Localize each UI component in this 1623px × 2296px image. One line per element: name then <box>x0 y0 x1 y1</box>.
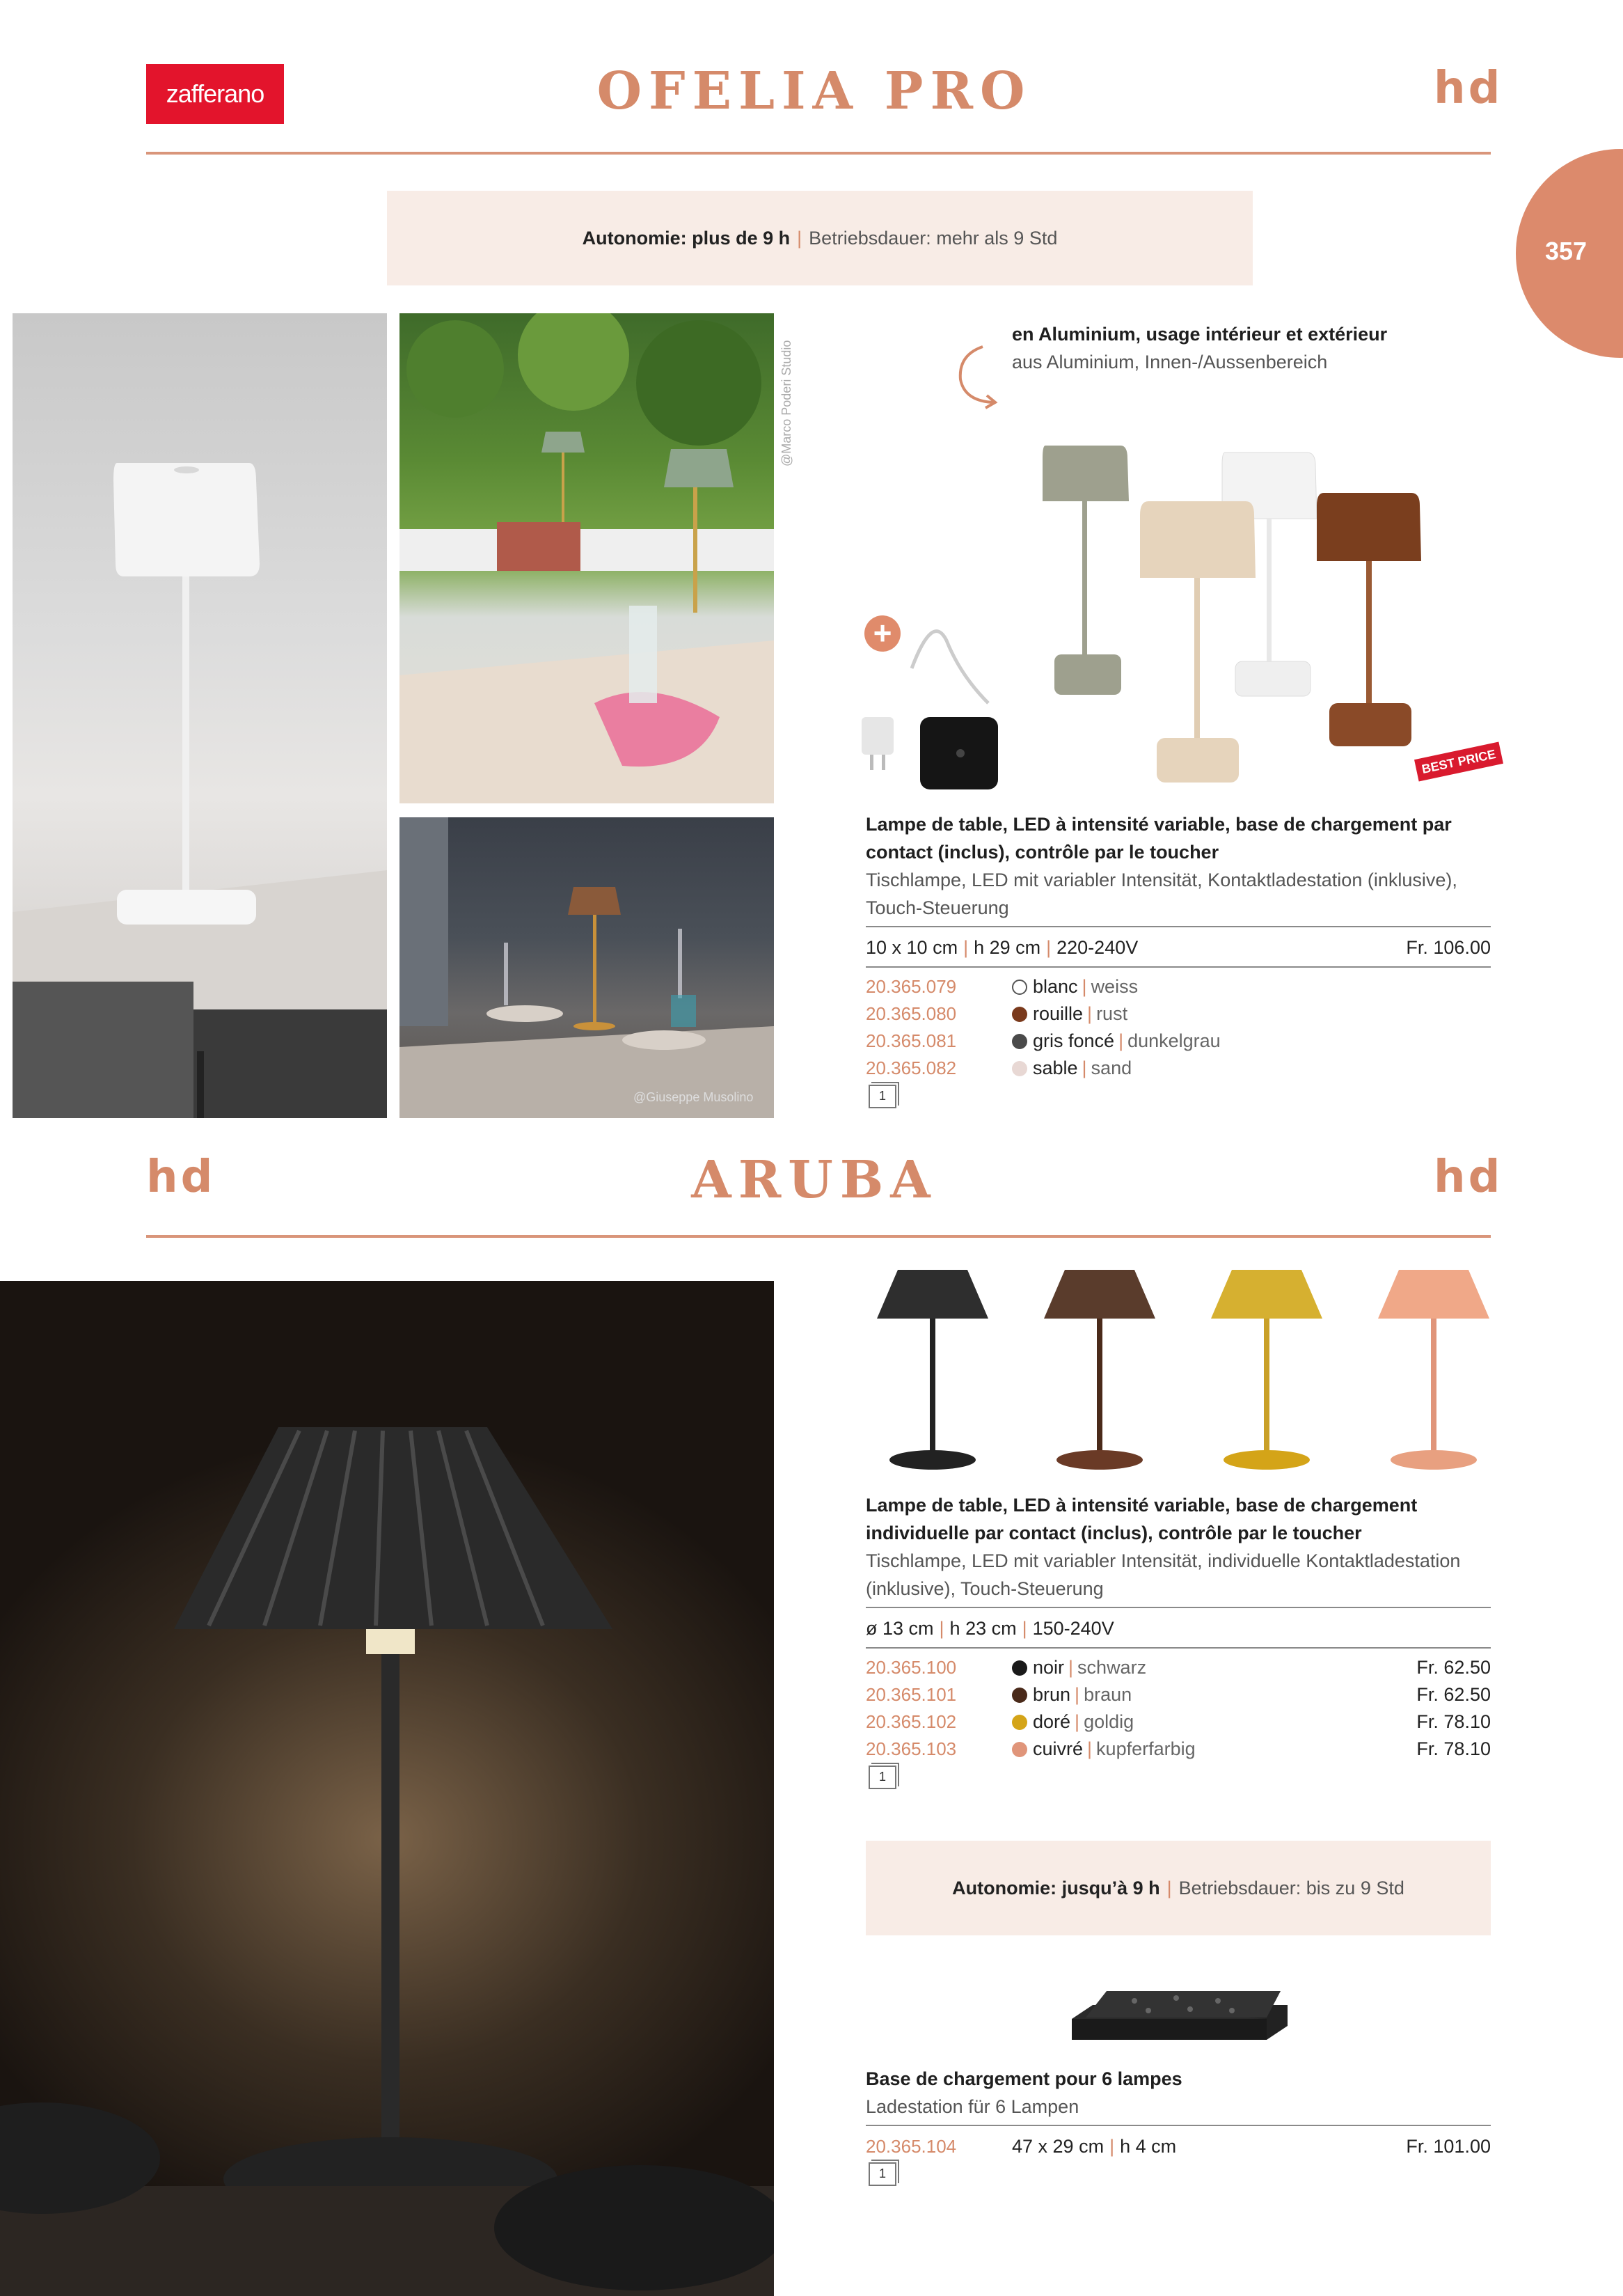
autonomy-de: Betriebsdauer: bis zu 9 Std <box>1178 1877 1404 1898</box>
variant-code: 20.365.101 <box>866 1684 957 1705</box>
ofelia-desc-de-2: Touch-Steuerung <box>866 897 1009 918</box>
aruba-voltage: 150-240V <box>1032 1618 1114 1639</box>
variant-color: rouille | rust <box>1012 1003 1127 1025</box>
charging-base-product <box>1058 1977 1295 2054</box>
base-desc-de: Ladestation für 6 Lampen <box>866 2096 1079 2117</box>
ofelia-dim: 10 x 10 cm <box>866 937 958 958</box>
list-item <box>866 1030 1491 1057</box>
autonomy-fr: Autonomie: plus de 9 h <box>582 227 791 249</box>
color-swatch-sand <box>1012 1061 1027 1076</box>
base-height: h 4 cm <box>1120 2136 1177 2157</box>
aruba-title: ARUBA <box>691 1150 937 1210</box>
aruba-spec-rule-top <box>866 1607 1491 1608</box>
color-de: braun <box>1084 1684 1132 1705</box>
ofelia-autonomy-banner <box>387 191 1253 285</box>
ofelia-product-group <box>856 432 1503 794</box>
variant-color: doré | goldig <box>1012 1711 1134 1733</box>
ofelia-spec-rule-bottom <box>866 966 1491 968</box>
variant-code: 20.365.100 <box>866 1657 957 1678</box>
color-de: goldig <box>1084 1711 1134 1732</box>
aruba-desc-de-2: (inklusive), Touch-Steuerung <box>866 1578 1104 1599</box>
variant-code: 20.365.102 <box>866 1711 957 1732</box>
aruba-variant-list <box>866 1657 1491 1766</box>
base-desc-fr: Base de chargement pour 6 lampes <box>866 2068 1182 2089</box>
variant-code: 20.365.080 <box>866 1003 957 1024</box>
variant-color: sable | sand <box>1012 1057 1132 1079</box>
ofelia-material-de: aus Aluminium, Innen-/Aussenbereich <box>1012 352 1328 372</box>
ofelia-material-fr: en Aluminium, usage intérieur et extérieur <box>1012 324 1388 345</box>
ofelia-variant-list <box>866 976 1491 1085</box>
base-price: Fr. 101.00 <box>1406 2136 1491 2157</box>
ofelia-title: OFELIA PRO <box>596 61 1032 121</box>
zafferano-logo: zafferano <box>146 64 284 124</box>
aruba-spec-rule-bottom <box>866 1647 1491 1649</box>
dusk-scene-illustration <box>399 817 774 1118</box>
separator: | <box>797 227 802 249</box>
color-de: sand <box>1091 1057 1132 1078</box>
color-fr: blanc <box>1033 976 1078 997</box>
color-swatch-black <box>1012 1660 1027 1676</box>
ofelia-photo-garden <box>399 313 774 803</box>
variant-price: Fr. 62.50 <box>1416 1657 1491 1678</box>
base-spec: 47 x 29 cm | h 4 cm <box>1012 2136 1177 2157</box>
pack-unit-icon: 1 <box>869 1085 896 1108</box>
color-de: weiss <box>1091 976 1139 997</box>
color-swatch-darkgrey <box>1012 1034 1027 1049</box>
list-item <box>866 1711 1491 1738</box>
ofelia-photo-dusk <box>399 817 774 1118</box>
aruba-desc-fr-1: Lampe de table, LED à intensité variable, base de chargement <box>866 1495 1418 1516</box>
variant-price: Fr. 62.50 <box>1416 1684 1491 1705</box>
ofelia-photo-white-lamp <box>13 313 387 1118</box>
ofelia-desc-de-1: Tischlampe, LED mit variabler Intensität, Kontaktladestation (inklusive), <box>866 870 1457 890</box>
photo-credit-marco: @Marco Poderi Studio <box>779 340 793 466</box>
variant-code: 20.365.079 <box>866 976 957 997</box>
color-fr: doré <box>1033 1711 1071 1732</box>
plus-icon: + <box>864 615 901 652</box>
list-item <box>866 1657 1491 1684</box>
aruba-height: h 23 cm <box>949 1618 1017 1639</box>
autonomy-de: Betriebsdauer: mehr als 9 Std <box>809 227 1058 249</box>
aruba-dim: ø 13 cm <box>866 1618 934 1639</box>
ofelia-spec: 10 x 10 cm | h 29 cm | 220-240V <box>866 937 1139 958</box>
hd-logo: hd <box>1434 63 1503 114</box>
variant-color: brun | braun <box>1012 1684 1132 1706</box>
variant-color: noir | schwarz <box>1012 1657 1146 1678</box>
autonomy-fr: Autonomie: jusqu’à 9 h <box>952 1877 1160 1898</box>
base-code: 20.365.104 <box>866 2136 957 2157</box>
color-de: kupferfarbig <box>1096 1738 1196 1759</box>
color-swatch-white <box>1012 980 1027 995</box>
color-fr: cuivré <box>1033 1738 1084 1759</box>
aruba-desc-de-1: Tischlampe, LED mit variabler Intensität, individuelle Kontaktladestation <box>866 1550 1461 1571</box>
header-rule <box>146 152 1491 155</box>
curved-arrow-icon <box>955 341 1004 411</box>
aruba-photo-lamp <box>0 1281 774 2296</box>
color-fr: noir <box>1033 1657 1065 1678</box>
variant-code: 20.365.081 <box>866 1030 957 1051</box>
aruba-desc-fr-2: individuelle par contact (inclus), contrôle par le toucher <box>866 1523 1362 1543</box>
list-item <box>866 1057 1491 1085</box>
base-dim: 47 x 29 cm <box>1012 2136 1105 2157</box>
pack-unit-icon: 1 <box>869 2162 896 2186</box>
ofelia-voltage: 220-240V <box>1056 937 1139 958</box>
ofelia-desc-fr-1: Lampe de table, LED à intensité variable, base de chargement par <box>866 814 1452 835</box>
aruba-spec: ø 13 cm | h 23 cm | 150-240V <box>866 1618 1114 1639</box>
color-fr: rouille <box>1033 1003 1084 1024</box>
white-lamp-illustration <box>13 313 387 1118</box>
color-swatch-copper <box>1012 1742 1027 1757</box>
list-item <box>866 1003 1491 1030</box>
aruba-header-rule <box>146 1235 1491 1238</box>
list-item <box>866 976 1491 1003</box>
variant-code: 20.365.103 <box>866 1738 957 1759</box>
base-spec-rule <box>866 2125 1491 2126</box>
pack-unit-icon: 1 <box>869 1766 896 1789</box>
list-item <box>866 1738 1491 1766</box>
color-swatch-brown <box>1012 1688 1027 1703</box>
ofelia-desc-fr-2: contact (inclus), contrôle par le toucher <box>866 842 1219 863</box>
variant-color: cuivré | kupferfarbig <box>1012 1738 1196 1760</box>
best-price-label: BEST PRICE <box>1420 746 1497 777</box>
color-de: dunkelgrau <box>1127 1030 1221 1051</box>
aruba-lamp-illustration <box>0 1281 774 2296</box>
color-de: rust <box>1096 1003 1128 1024</box>
ofelia-height: h 29 cm <box>974 937 1041 958</box>
color-fr: brun <box>1033 1684 1071 1705</box>
variant-price: Fr. 78.10 <box>1416 1738 1491 1759</box>
variant-color: gris foncé | dunkelgrau <box>1012 1030 1221 1052</box>
color-swatch-gold <box>1012 1715 1027 1730</box>
color-swatch-rust <box>1012 1007 1027 1022</box>
page-number: 357 <box>1545 237 1588 265</box>
color-fr: sable <box>1033 1057 1078 1078</box>
photo-credit-giuseppe: @Giuseppe Musolino <box>633 1090 754 1104</box>
color-de: schwarz <box>1077 1657 1147 1678</box>
aruba-autonomy-banner <box>866 1841 1491 1935</box>
hd-logo-left: hd <box>146 1151 216 1203</box>
ofelia-price: Fr. 106.00 <box>1406 937 1491 958</box>
separator: | <box>1166 1877 1172 1898</box>
variant-color: blanc | weiss <box>1012 976 1138 998</box>
variant-price: Fr. 78.10 <box>1416 1711 1491 1732</box>
variant-code: 20.365.082 <box>866 1057 957 1078</box>
garden-scene-illustration <box>399 313 774 803</box>
hd-logo-right: hd <box>1434 1151 1503 1203</box>
list-item <box>866 1684 1491 1711</box>
color-fr: gris foncé <box>1033 1030 1115 1051</box>
ofelia-spec-rule-top <box>866 926 1491 927</box>
aruba-product-row <box>863 1261 1503 1477</box>
